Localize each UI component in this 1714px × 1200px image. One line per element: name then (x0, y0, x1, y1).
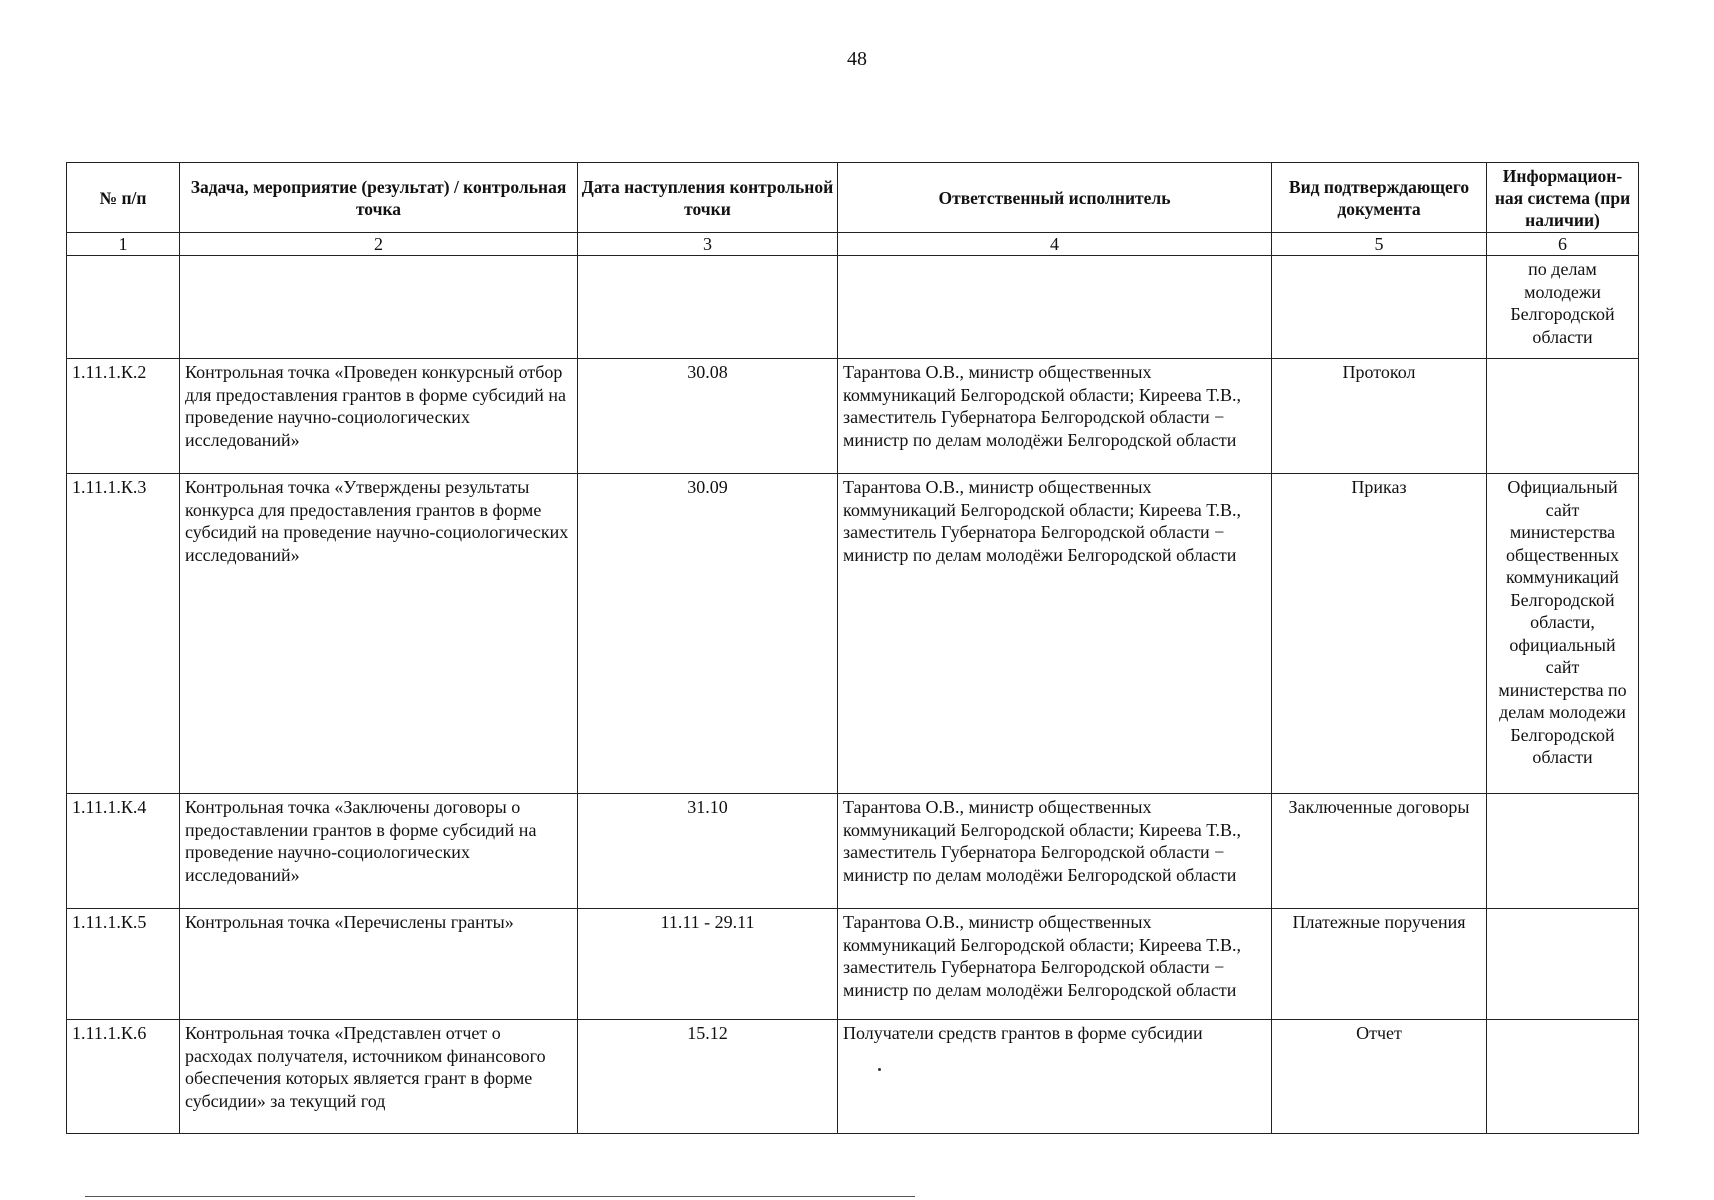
row-date: 15.12 (578, 1020, 838, 1134)
header-doc: Вид подтверждающего документа (1272, 163, 1487, 233)
row-task (180, 256, 578, 359)
row-info-system (1487, 909, 1639, 1020)
row-task: Контрольная точка «Утверждены результаты конкурса для предоставления грантов в форме субсидий на проведение научно-социологических исследований» (180, 474, 578, 794)
table-row (67, 256, 1639, 359)
header-num: № п/п (67, 163, 180, 233)
table-row (67, 794, 1639, 909)
table-row (67, 1020, 1639, 1134)
row-executor: Тарантова О.В., министр общественных коммуникаций Белгородской области; Киреева Т.В., заместитель Губернатора Белгородской области − министр по делам молодёжи Белгородской области (838, 359, 1272, 474)
row-info-system: Официальный сайт министерства общественных коммуникаций Белгородской области, официальный сайт министерства по делам молодежи Белгородской области (1487, 474, 1639, 794)
column-number: 5 (1272, 233, 1487, 256)
row-number: 1.11.1.К.5 (67, 909, 180, 1020)
row-document (1272, 256, 1487, 359)
row-date: 30.08 (578, 359, 838, 474)
column-number-row (67, 233, 1639, 256)
column-number: 2 (180, 233, 578, 256)
scan-bottom-line (85, 1196, 915, 1197)
scan-speck (878, 1068, 881, 1071)
column-number: 3 (578, 233, 838, 256)
row-date: 31.10 (578, 794, 838, 909)
column-number: 4 (838, 233, 1272, 256)
row-task: Контрольная точка «Представлен отчет о расходах получателя, источником финансового обеспечения которых является грант в форме субсидии» за текущий год (180, 1020, 578, 1134)
table-row (67, 359, 1639, 474)
row-executor: Тарантова О.В., министр общественных коммуникаций Белгородской области; Киреева Т.В., заместитель Губернатора Белгородской области − министр по делам молодёжи Белгородской области (838, 909, 1272, 1020)
row-task: Контрольная точка «Перечислены гранты» (180, 909, 578, 1020)
row-document: Протокол (1272, 359, 1487, 474)
row-document: Заключенные договоры (1272, 794, 1487, 909)
row-task: Контрольная точка «Проведен конкурсный отбор для предоставления грантов в форме субсидий на проведение научно-социологических исследований» (180, 359, 578, 474)
row-document: Приказ (1272, 474, 1487, 794)
header-date: Дата наступления контрольной точки (578, 163, 838, 233)
page-number: 48 (847, 48, 867, 70)
table-row (67, 474, 1639, 794)
row-number: 1.11.1.К.4 (67, 794, 180, 909)
row-number: 1.11.1.К.2 (67, 359, 180, 474)
row-date: 30.09 (578, 474, 838, 794)
row-info-system (1487, 1020, 1639, 1134)
row-document: Отчет (1272, 1020, 1487, 1134)
row-date: 11.11 - 29.11 (578, 909, 838, 1020)
row-executor: Тарантова О.В., министр общественных коммуникаций Белгородской области; Киреева Т.В., заместитель Губернатора Белгородской области − министр по делам молодёжи Белгородской области (838, 474, 1272, 794)
row-info-system (1487, 794, 1639, 909)
row-info-system (1487, 359, 1639, 474)
row-info-system: по делам молодежи Белгородской области (1487, 256, 1639, 359)
column-number: 1 (67, 233, 180, 256)
row-executor: Получатели средств грантов в форме субсидии (838, 1020, 1272, 1134)
row-executor (838, 256, 1272, 359)
row-number: 1.11.1.К.3 (67, 474, 180, 794)
header-executor: Ответственный исполнитель (838, 163, 1272, 233)
header-info: Информацион-ная система (при наличии) (1487, 163, 1639, 233)
row-number (67, 256, 180, 359)
table-row (67, 909, 1639, 1020)
row-document: Платежные поручения (1272, 909, 1487, 1020)
column-number: 6 (1487, 233, 1639, 256)
row-number: 1.11.1.К.6 (67, 1020, 180, 1134)
row-task: Контрольная точка «Заключены договоры о предоставлении грантов в форме субсидий на проведение научно-социологических исследований» (180, 794, 578, 909)
header-task: Задача, мероприятие (результат) / контрольная точка (180, 163, 578, 233)
row-executor: Тарантова О.В., министр общественных коммуникаций Белгородской области; Киреева Т.В., заместитель Губернатора Белгородской области − министр по делам молодёжи Белгородской области (838, 794, 1272, 909)
row-date (578, 256, 838, 359)
control-points-table (66, 162, 1639, 1134)
table-header-row (67, 163, 1639, 233)
